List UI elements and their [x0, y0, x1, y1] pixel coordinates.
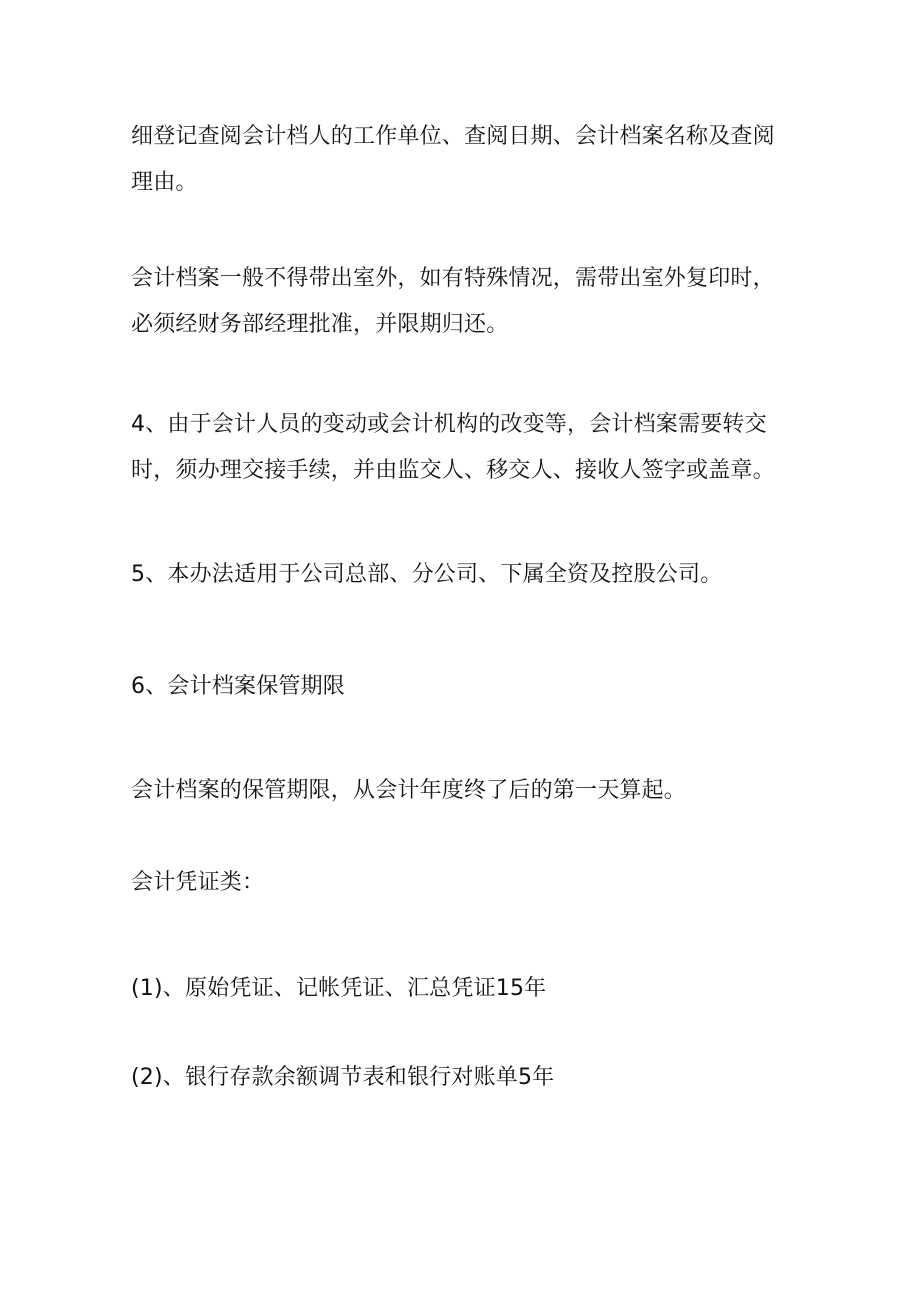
subheading-voucher-category	[131, 860, 801, 906]
paragraph-line: 细登记查阅会计档人的工作单位、查阅日期、会计档案名称及查阅	[131, 124, 775, 149]
paragraph-archive-access-record	[131, 114, 801, 206]
paragraph-item-4-handover	[131, 402, 801, 494]
paragraph-line: 5、本办法适用于公司总部、分公司、下属全资及控股公司。	[131, 562, 723, 587]
paragraph-line: 会计档案一般不得带出室外，如有特殊情况，需带出室外复印时，	[131, 266, 775, 291]
paragraph-line: 4、由于会计人员的变动或会计机构的改变等，会计档案需要转交	[131, 412, 767, 437]
heading-line: 会计凭证类：	[131, 870, 265, 895]
list-item-bank-statements-5-years	[131, 1055, 801, 1101]
list-item-vouchers-15-years	[131, 966, 801, 1012]
paragraph-line: 时，须办理交接手续，并由监交人、移交人、接收人签字或盖章。	[131, 458, 775, 483]
section-heading-retention-period	[131, 664, 801, 710]
paragraph-line: 会计档案的保管期限，从会计年度终了后的第一天算起。	[131, 778, 687, 803]
paragraph-retention-start	[131, 768, 801, 814]
paragraph-line: 理由。	[131, 170, 198, 195]
heading-line: 6、会计档案保管期限	[131, 674, 345, 699]
list-item-line: (1)、原始凭证、记帐凭证、汇总凭证15年	[131, 976, 547, 1001]
paragraph-line: 必须经财务部经理批准，并限期归还。	[131, 312, 509, 337]
paragraph-item-5-scope	[131, 552, 801, 598]
list-item-line: (2)、银行存款余额调节表和银行对账单5年	[131, 1065, 555, 1090]
paragraph-archive-removal-rule	[131, 256, 801, 348]
